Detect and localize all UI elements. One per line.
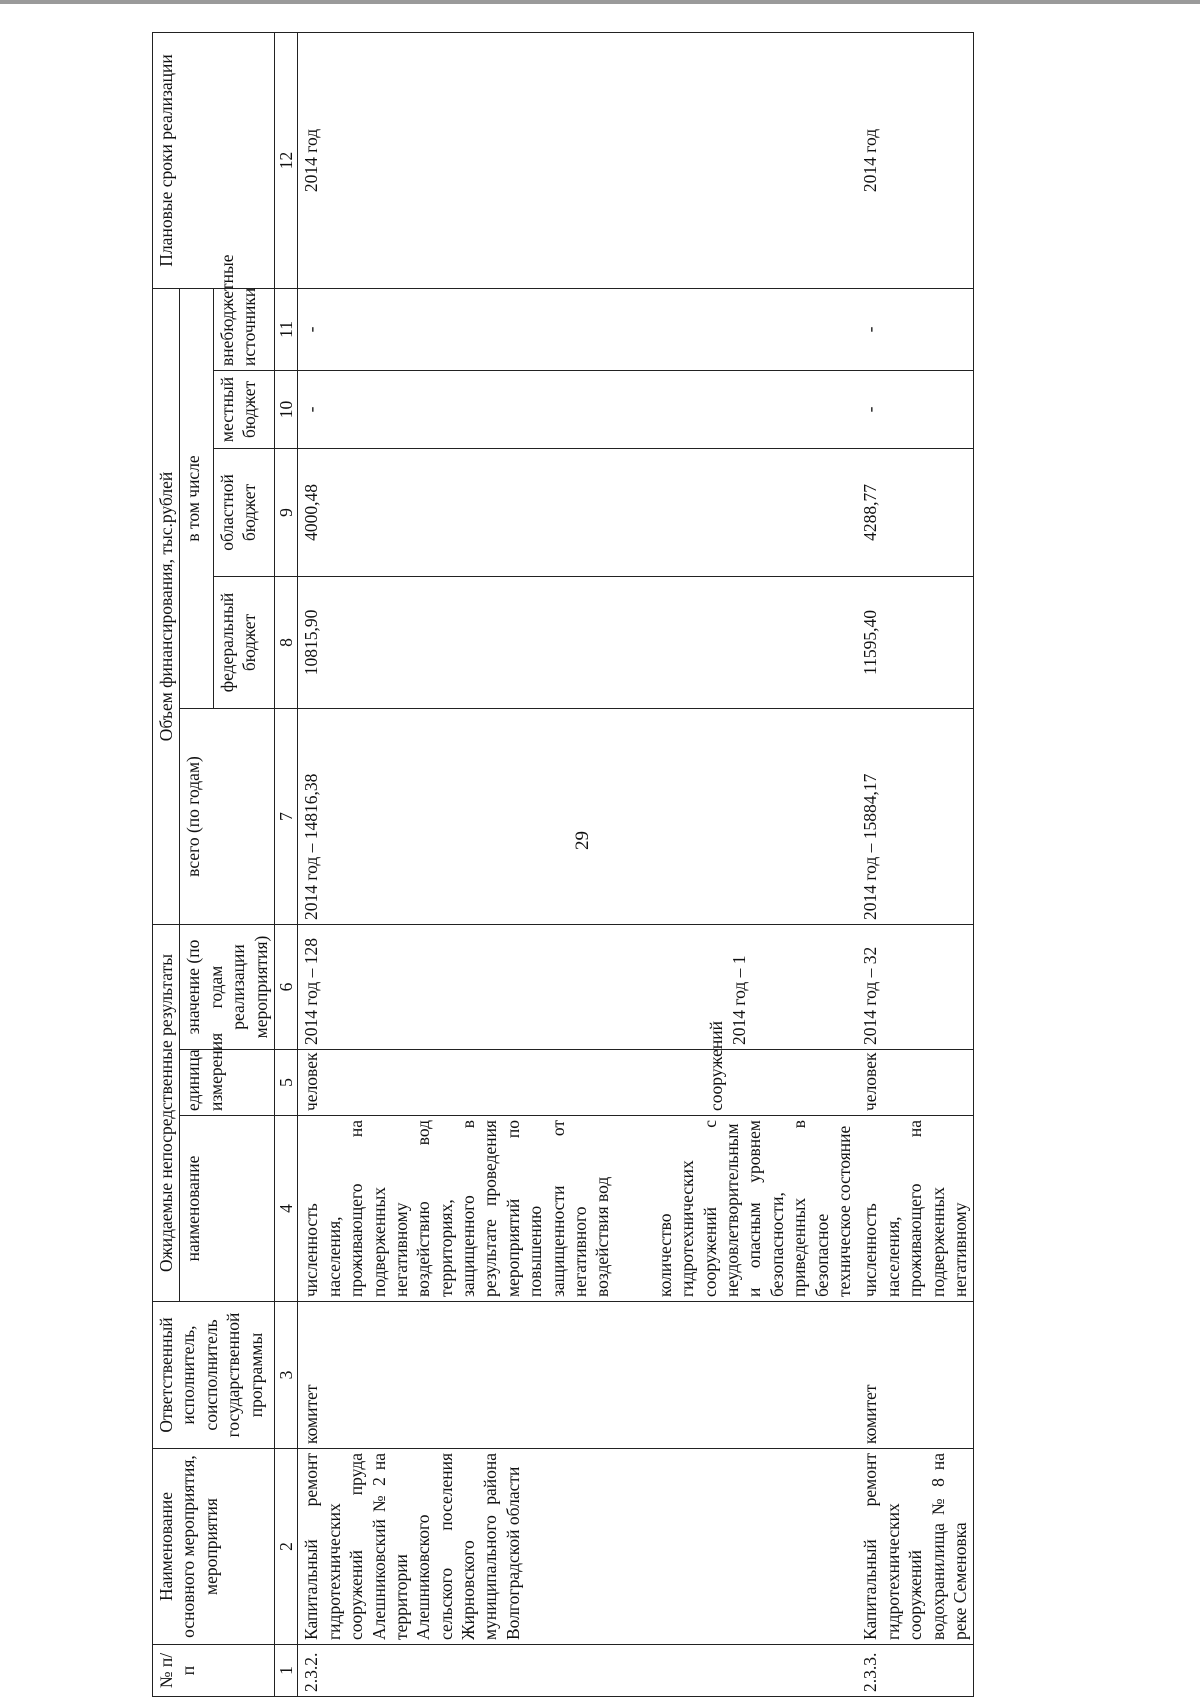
row-number: 2.3.3. xyxy=(857,1645,973,1697)
index-cell: 2 xyxy=(274,1449,297,1645)
header-local: местный бюджет xyxy=(213,370,274,448)
header-term: Плановые сроки реализации xyxy=(153,32,275,288)
row-name: Капитальный ремонт гидротехнических сооружений водохранилища № 8 на реке Семеновка xyxy=(857,1449,973,1645)
result-value: 2014 год – 128 xyxy=(301,937,322,1045)
row-federal: 11595,40 xyxy=(857,576,973,708)
index-cell: 6 xyxy=(274,924,297,1049)
table-row xyxy=(857,32,973,1696)
header-federal: федеральный бюджет xyxy=(213,576,274,708)
header-extra: внебюджетные источники xyxy=(213,288,274,370)
row-results xyxy=(298,1116,857,1302)
index-cell: 5 xyxy=(274,1050,297,1116)
header-unit: единица измерения xyxy=(180,1050,275,1116)
header-group-incl: в том числе xyxy=(180,288,214,708)
index-cell: 12 xyxy=(274,32,297,288)
result-name: количество гидротехнических сооружений с неудовлетворительным и опасным уровнем безопасности, приведенных в безопасное техническое состояние xyxy=(654,1120,854,1297)
row-local: - xyxy=(298,370,857,448)
table-row xyxy=(298,32,857,1696)
row-name: Капитальный ремонт гидротехнических сооружений пруда Алешниковский № 2 на территории Алешниковского сельского поселения Жирновского муниципального района Волгоградской области xyxy=(298,1449,857,1645)
row-extra: - xyxy=(857,288,973,370)
row-extra: - xyxy=(298,288,857,370)
index-cell: 9 xyxy=(274,448,297,576)
index-cell: 4 xyxy=(274,1116,297,1302)
row-executor: комитет xyxy=(857,1302,973,1449)
result-name: численность населения, проживающего на подверженных негативному воздействию вод территориях, защищенного в результате проведения мероприятий по повышению защищенности от негативного воздействия вод xyxy=(301,1120,613,1297)
row-regional: 4288,77 xyxy=(857,448,973,576)
result-unit: человек xyxy=(857,1050,973,1116)
result-unit: человек xyxy=(301,1052,322,1111)
program-table xyxy=(152,32,974,1697)
header-executor: Ответственный исполнитель, соисполнитель государственной программы xyxy=(153,1302,275,1449)
row-total: 2014 год – 14816,38 xyxy=(298,708,857,924)
row-total: 2014 год – 15884,17 xyxy=(857,708,973,924)
row-values xyxy=(298,924,857,1049)
row-number: 2.3.2. xyxy=(298,1645,857,1697)
row-units xyxy=(298,1020,857,1116)
header-num: № п/п xyxy=(153,1645,275,1697)
result-value: 2014 год – 32 xyxy=(857,924,973,1049)
header-name: Наименование основного мероприятия, мероприятия xyxy=(153,1449,275,1645)
index-cell: 7 xyxy=(274,708,297,924)
row-term: 2014 год xyxy=(857,32,973,288)
header-regional: областной бюджет xyxy=(213,448,274,576)
index-cell: 10 xyxy=(274,370,297,448)
index-cell: 8 xyxy=(274,576,297,708)
row-regional: 4000,48 xyxy=(298,448,857,576)
index-row xyxy=(274,32,297,1696)
index-cell: 3 xyxy=(274,1302,297,1449)
header-row-1 xyxy=(153,32,180,1696)
row-executor: комитет xyxy=(298,1302,857,1449)
header-group-finance: Объем финансирования, тыс.рублей xyxy=(153,288,180,924)
header-total: всего (по годам) xyxy=(180,708,275,924)
page-number: 29 xyxy=(572,831,593,850)
index-cell: 1 xyxy=(274,1645,297,1697)
header-group-results: Ожидаемые непосредственные результаты xyxy=(153,924,180,1301)
result-name: численность населения, проживающего на подверженных негативному xyxy=(857,1116,973,1302)
index-cell: 11 xyxy=(274,288,297,370)
row-term: 2014 год xyxy=(298,32,857,288)
row-local: - xyxy=(857,370,973,448)
result-unit: сооружений xyxy=(705,1020,726,1111)
result-value: 2014 год – 1 xyxy=(728,955,749,1045)
header-value: значение (по годам реализации мероприятия) xyxy=(180,924,275,1049)
row-federal: 10815,90 xyxy=(298,576,857,708)
header-result-name: наименование xyxy=(180,1116,275,1302)
